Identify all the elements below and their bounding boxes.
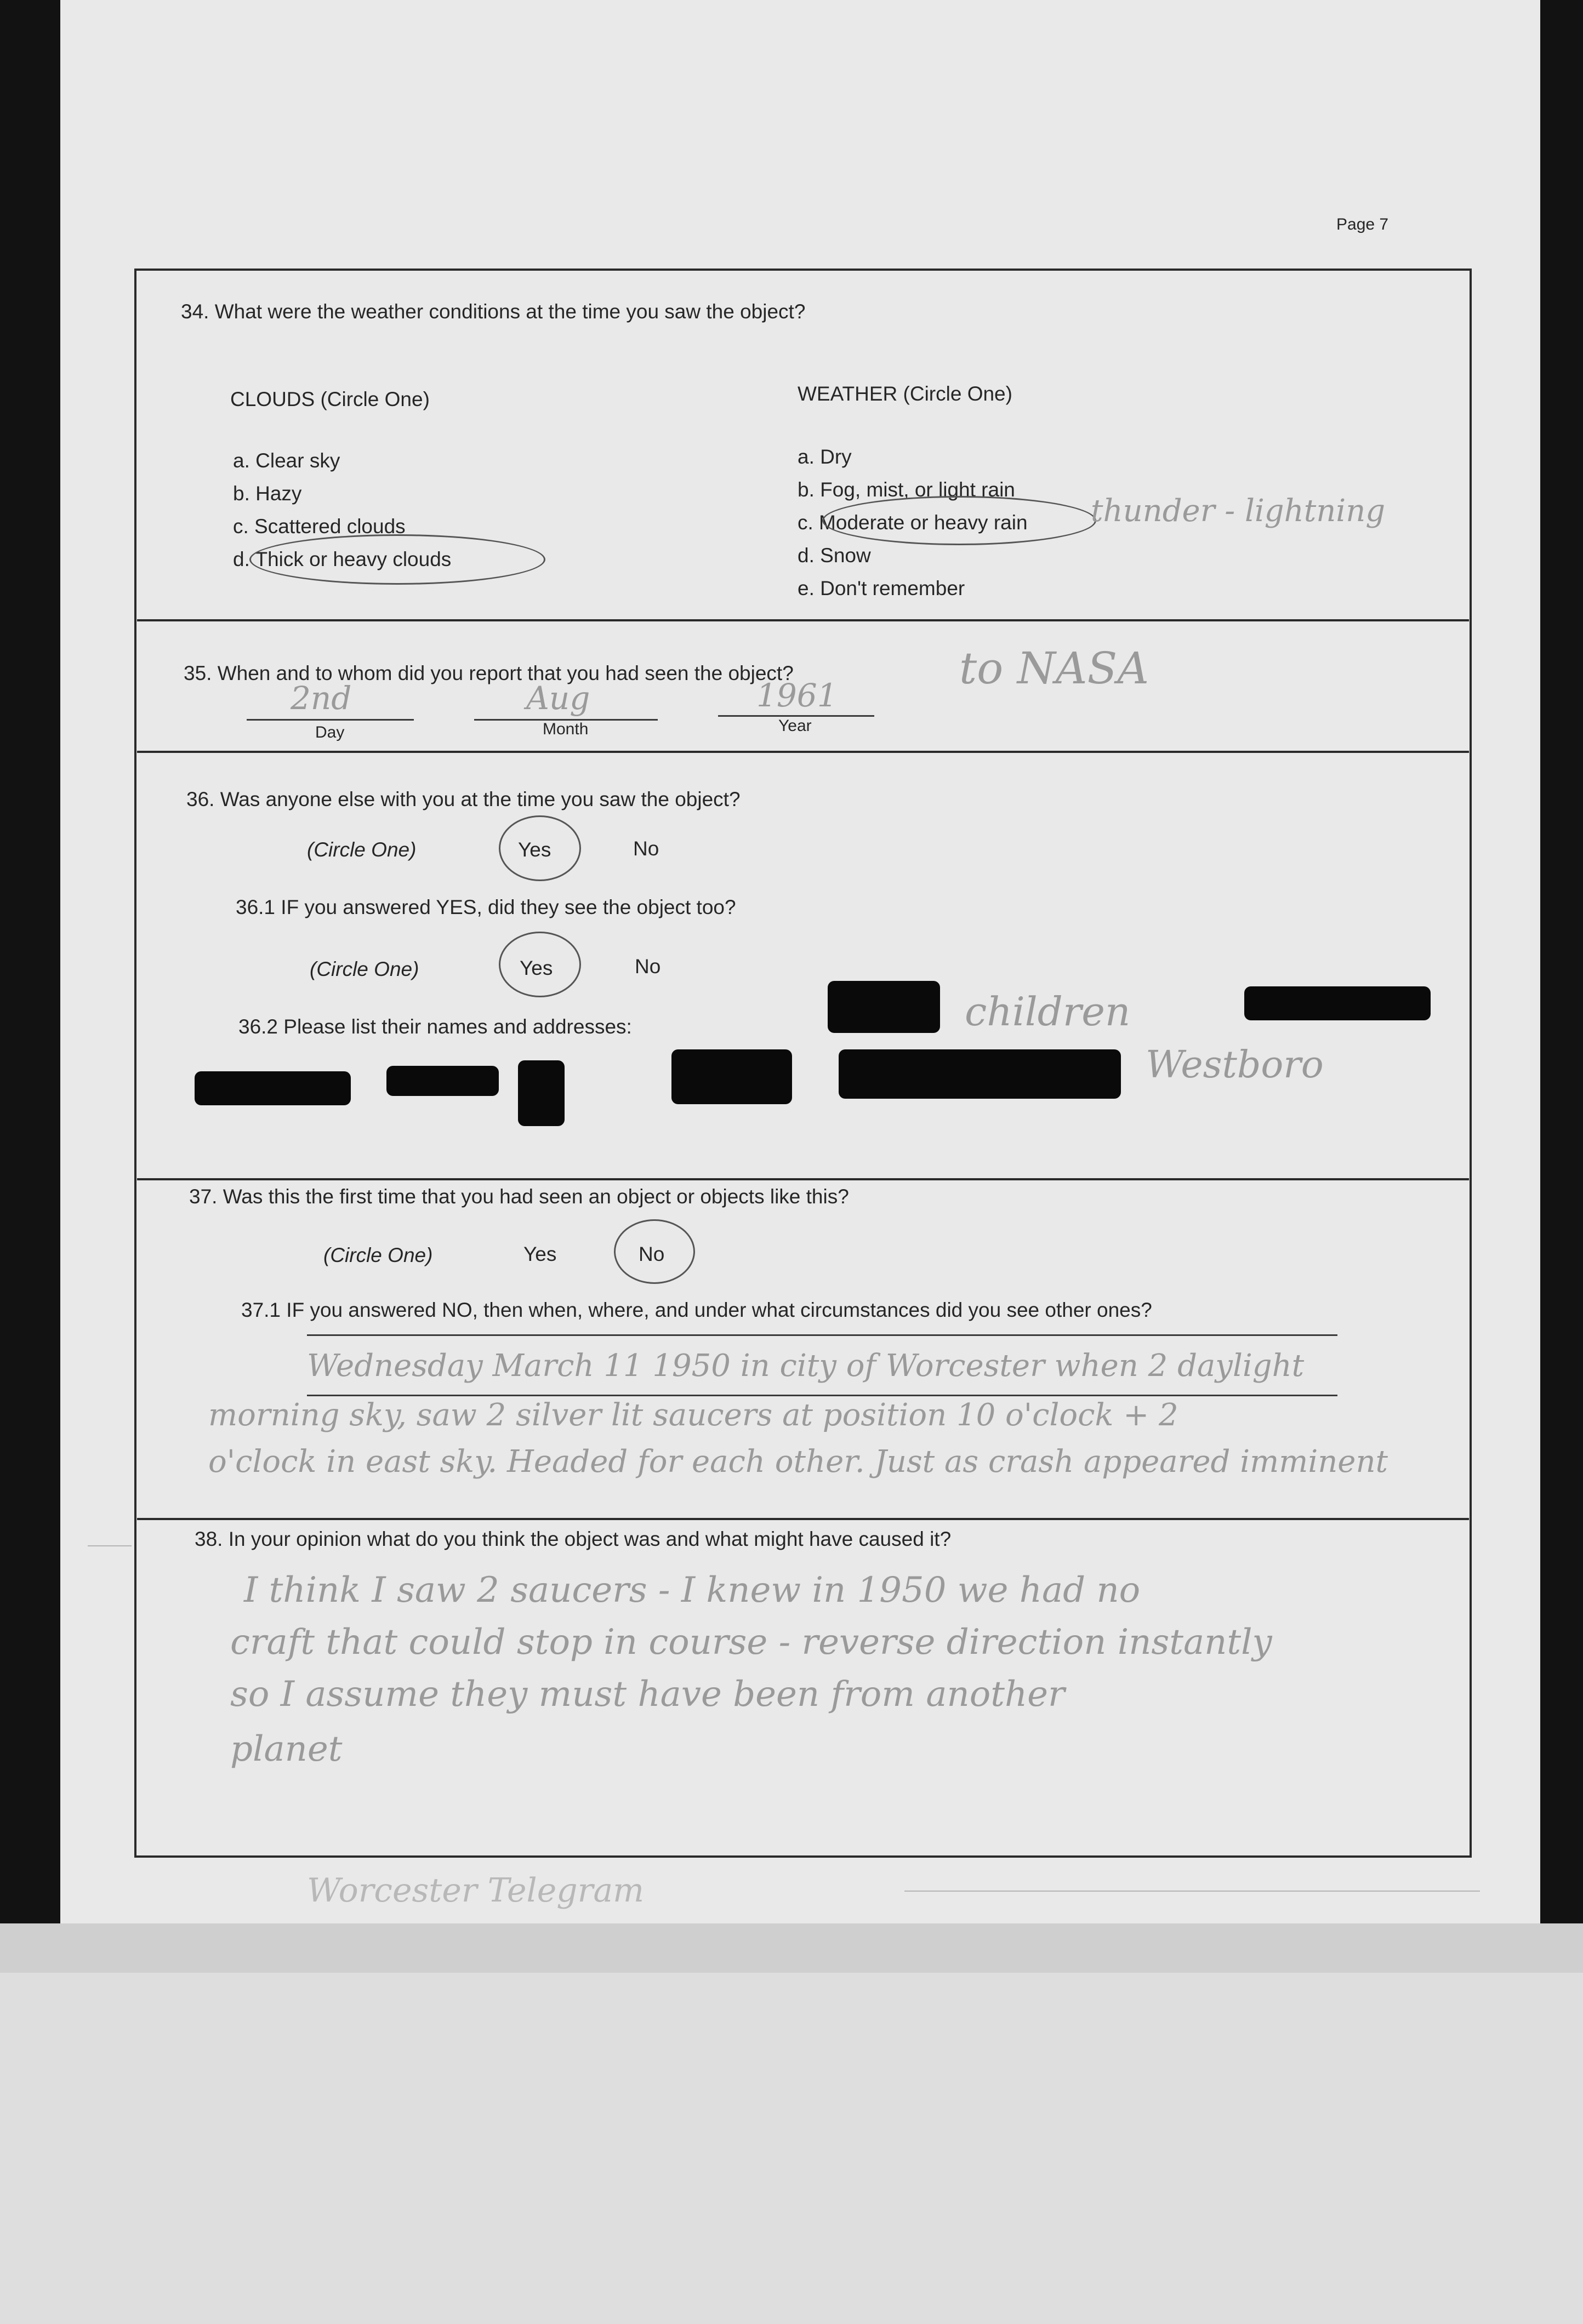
weather-option[interactable]: a. Dry [798, 446, 852, 468]
question-34: 34. What were the weather conditions at the time you saw the object? [181, 300, 806, 323]
redaction-mark [386, 1066, 499, 1096]
handwritten-address: Westboro [1146, 1043, 1324, 1087]
handwritten-answer-line: o'clock in east sky. Headed for each other. Just as crash appeared imminent [208, 1444, 1388, 1480]
redaction-mark [839, 1049, 1121, 1099]
question-36-1: 36.1 IF you answered YES, did they see the object too? [236, 896, 736, 918]
divider-35-36 [137, 751, 1469, 753]
option-no[interactable]: No [635, 955, 661, 978]
day-label: Day [315, 723, 345, 741]
month-label: Month [543, 720, 589, 738]
option-yes[interactable]: Yes [523, 1243, 557, 1265]
redaction-mark [195, 1071, 351, 1105]
question-36: 36. Was anyone else with you at the time you saw the object? [186, 788, 741, 810]
circle-one-label: (Circle One) [307, 838, 417, 861]
circle-one-label: (Circle One) [310, 958, 419, 980]
handwritten-answer-line: I think I saw 2 saucers - I knew in 1950 we had no [244, 1570, 1141, 1611]
handwritten-day: 2nd [291, 680, 352, 717]
question-36-2: 36.2 Please list their names and addresses: [238, 1015, 632, 1038]
handwritten-answer-line: so I assume they must have been from another [230, 1674, 1065, 1715]
divider-37-38 [137, 1518, 1469, 1520]
weather-heading: WEATHER (Circle One) [798, 382, 1012, 405]
page-number: Page 7 [1336, 215, 1389, 233]
handwritten-year: 1961 [756, 677, 838, 714]
weather-option[interactable]: b. Fog, mist, or light rain [798, 478, 1015, 501]
handwritten-to-whom: to NASA [959, 643, 1149, 694]
weather-option[interactable]: d. Snow [798, 544, 871, 567]
circle-one-label: (Circle One) [323, 1244, 433, 1266]
year-label: Year [778, 717, 812, 735]
handwritten-month: Aug [526, 680, 590, 717]
redaction-mark [1244, 986, 1431, 1020]
clouds-heading: CLOUDS (Circle One) [230, 388, 430, 410]
divider-36-37 [137, 1178, 1469, 1180]
faint-margin-mark [88, 1545, 132, 1546]
clouds-option[interactable]: d. Thick or heavy clouds [233, 548, 452, 570]
faint-bleed-line [904, 1891, 1480, 1892]
answer-circle-no [614, 1219, 695, 1284]
day-line [247, 719, 414, 721]
scan-background [0, 1973, 1583, 2324]
handwritten-answer-line: craft that could stop in course - reverse direction instantly [230, 1622, 1272, 1663]
clouds-option[interactable]: a. Clear sky [233, 449, 340, 472]
option-yes[interactable]: Yes [520, 957, 553, 979]
divider-34-35 [137, 619, 1469, 621]
weather-option[interactable]: e. Don't remember [798, 577, 965, 599]
answer-line [307, 1395, 1337, 1396]
option-no[interactable]: No [633, 837, 659, 860]
redaction-mark [828, 981, 940, 1033]
handwritten-weather-note: thunder - lightning [1091, 493, 1386, 529]
question-38: 38. In your opinion what do you think the object was and what might have caused it? [195, 1528, 952, 1550]
redaction-mark [671, 1049, 792, 1104]
weather-option[interactable]: c. Moderate or heavy rain [798, 511, 1028, 534]
handwritten-answer-line: planet [230, 1729, 343, 1769]
answer-line [307, 1334, 1337, 1336]
answer-circle-thick-clouds [249, 534, 545, 585]
scan-shadow [0, 1923, 1583, 1973]
question-35: 35. When and to whom did you report that you had seen the object? [184, 662, 794, 684]
answer-circle-yes [499, 932, 581, 997]
handwritten-names: children [965, 989, 1131, 1035]
clouds-option[interactable]: c. Scattered clouds [233, 515, 406, 538]
redaction-mark [518, 1060, 565, 1126]
option-no[interactable]: No [639, 1243, 665, 1265]
answer-circle-yes [499, 815, 581, 881]
faint-bottom-note: Worcester Telegram [307, 1871, 644, 1910]
question-37-1: 37.1 IF you answered NO, then when, where, and under what circumstances did you see other ones? [241, 1299, 1152, 1321]
handwritten-answer-line: morning sky, saw 2 silver lit saucers at position 10 o'clock + 2 [208, 1397, 1178, 1433]
handwritten-answer-line: Wednesday March 11 1950 in city of Worcester when 2 daylight [307, 1348, 1305, 1384]
answer-circle-heavy-rain [822, 496, 1096, 545]
option-yes[interactable]: Yes [518, 838, 551, 861]
clouds-option[interactable]: b. Hazy [233, 482, 302, 505]
question-37: 37. Was this the first time that you had seen an object or objects like this? [189, 1185, 849, 1208]
